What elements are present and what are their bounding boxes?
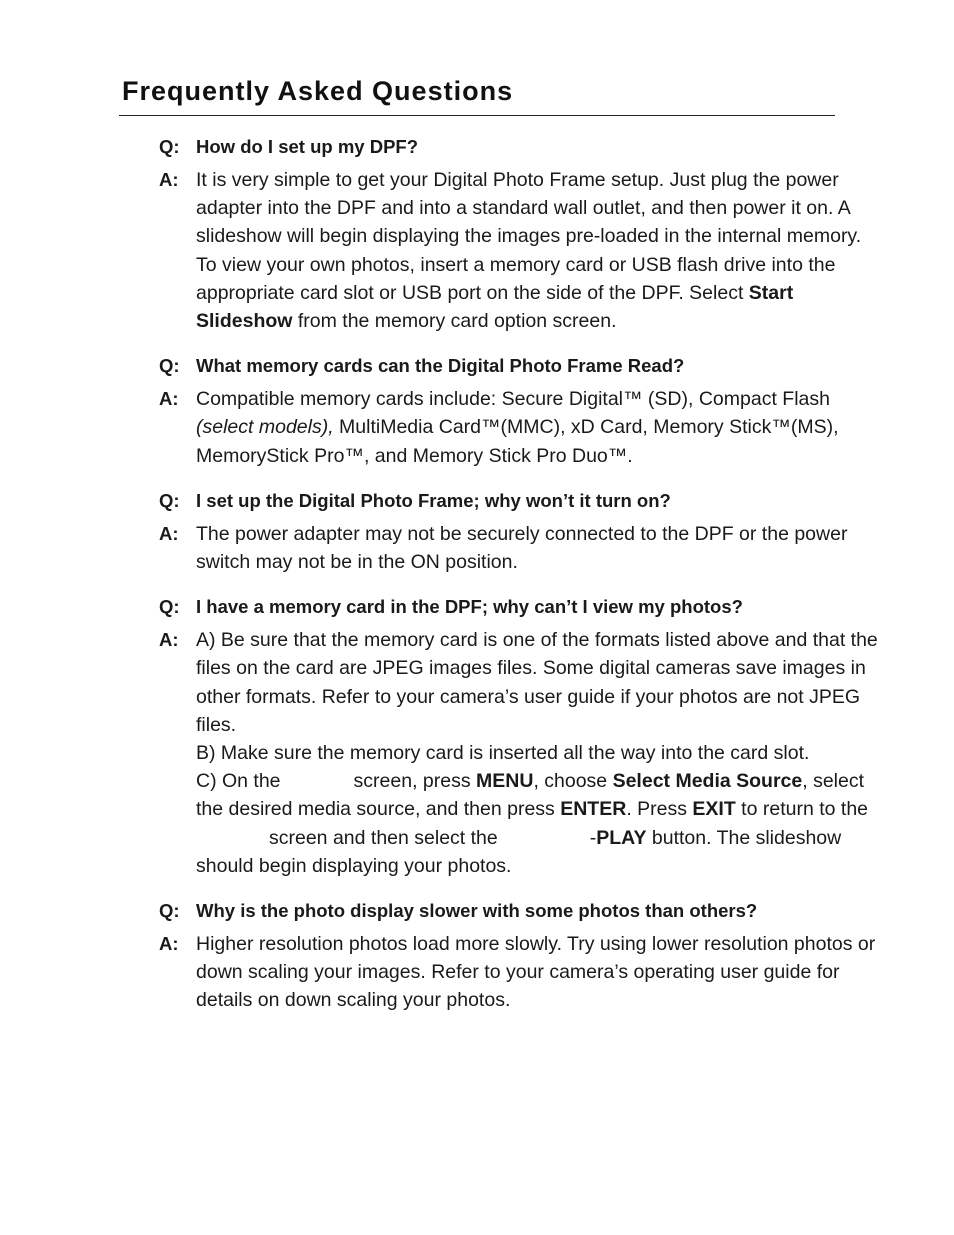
title-underline <box>119 115 835 116</box>
select-models-note: (select models), <box>196 416 334 439</box>
faq-answer-1 <box>159 166 879 335</box>
question-label: Q: <box>159 596 180 618</box>
page-title: Frequently Asked Questions <box>122 76 514 106</box>
question-text: How do I set up my DPF? <box>196 136 419 157</box>
answer-text <box>196 385 879 470</box>
answer-text: The power adapter may not be securely connected to the DPF or the power switch may not be in the ON position. <box>196 522 848 574</box>
answer-label: A: <box>159 933 179 955</box>
select-media-source-term: Select Media Source <box>612 770 803 793</box>
answer-label: A: <box>159 388 179 410</box>
faq-answer-5 <box>159 930 879 1015</box>
answer-part-b: B) Make sure the memory card is inserted all the way into the card slot. <box>196 742 810 765</box>
answer-text-end: MultiMedia Card™(MMC), xD Card, Memory Stick™(MS), MemoryStick Pro™, and Memory Stick Pro Duo™. <box>196 416 839 467</box>
part-c-text-5: . Press <box>626 798 693 821</box>
question-text: I have a memory card in the DPF; why can’t I view my photos? <box>196 596 743 618</box>
answer-label: A: <box>159 169 179 190</box>
question-label: Q: <box>159 489 180 511</box>
answer-text: Higher resolution photos load more slowly. Try using lower resolution photos or down scaling your images. Refer to your camera’s operating user guide for details on down scaling your photos. <box>196 933 876 1012</box>
faq-answer-2 <box>159 385 879 470</box>
faq-answer-4 <box>159 626 879 880</box>
question-text: Why is the photo display slower with some photos than others? <box>196 900 758 922</box>
play-key: PLAY <box>596 826 647 849</box>
answer-text-start: It is very simple to get your Digital Photo Frame setup. Just plug the power adapter into the DPF and into a standard wall outlet, and then power it on. A slideshow will begin displaying the images pre-loaded in the internal memory. To view your own photos, insert a memory card or USB flash drive into the appropriate card slot or USB port on the side of the DPF. Select <box>196 169 862 304</box>
question-label: Q: <box>159 355 180 377</box>
faq-list <box>159 133 879 1015</box>
answer-label: A: <box>159 522 179 544</box>
question-text: I set up the Digital Photo Frame; why won’t it turn on? <box>196 489 671 511</box>
answer-text <box>196 166 879 335</box>
enter-key: ENTER <box>560 798 627 821</box>
faq-answer-3 <box>159 520 879 576</box>
part-c-text-1: C) On the <box>196 770 281 793</box>
answer-text-end: from the memory card option screen. <box>292 310 617 333</box>
answer-part-a: A) Be sure that the memory card is one of the formats listed above and that the files on the card are JPEG images files. Some digital cameras save images in other formats. Refer to your camera’s user guide if your photos are not JPEG files. <box>196 629 878 736</box>
faq-question-4 <box>159 593 879 621</box>
faq-question-3 <box>159 487 879 515</box>
start-slideshow-term: Start Slideshow <box>196 281 794 333</box>
part-c-text-4: , select the desired media source, and then press <box>196 770 865 821</box>
answer-text <box>196 626 879 880</box>
part-c-text-7: screen and then select the <box>269 826 498 849</box>
part-c-text-3: , choose <box>533 770 613 793</box>
part-c-text-2: screen, press <box>353 770 477 793</box>
part-c-text-6: to return to the <box>735 798 869 821</box>
part-c-text-8: - <box>589 826 597 849</box>
part-c-text-9: button. The slideshow should begin displaying your photos. <box>196 826 842 877</box>
faq-question-2 <box>159 352 879 380</box>
answer-part-c <box>196 767 879 880</box>
answer-text-start: Compatible memory cards include: Secure Digital™ (SD), Compact Flash <box>196 388 830 411</box>
question-text: What memory cards can the Digital Photo Frame Read? <box>196 355 685 377</box>
faq-question-5 <box>159 897 879 925</box>
exit-key: EXIT <box>692 798 736 821</box>
faq-question-1 <box>159 133 879 161</box>
question-label: Q: <box>159 136 180 157</box>
answer-label: A: <box>159 629 179 651</box>
question-label: Q: <box>159 900 180 922</box>
menu-key: MENU <box>476 770 534 793</box>
